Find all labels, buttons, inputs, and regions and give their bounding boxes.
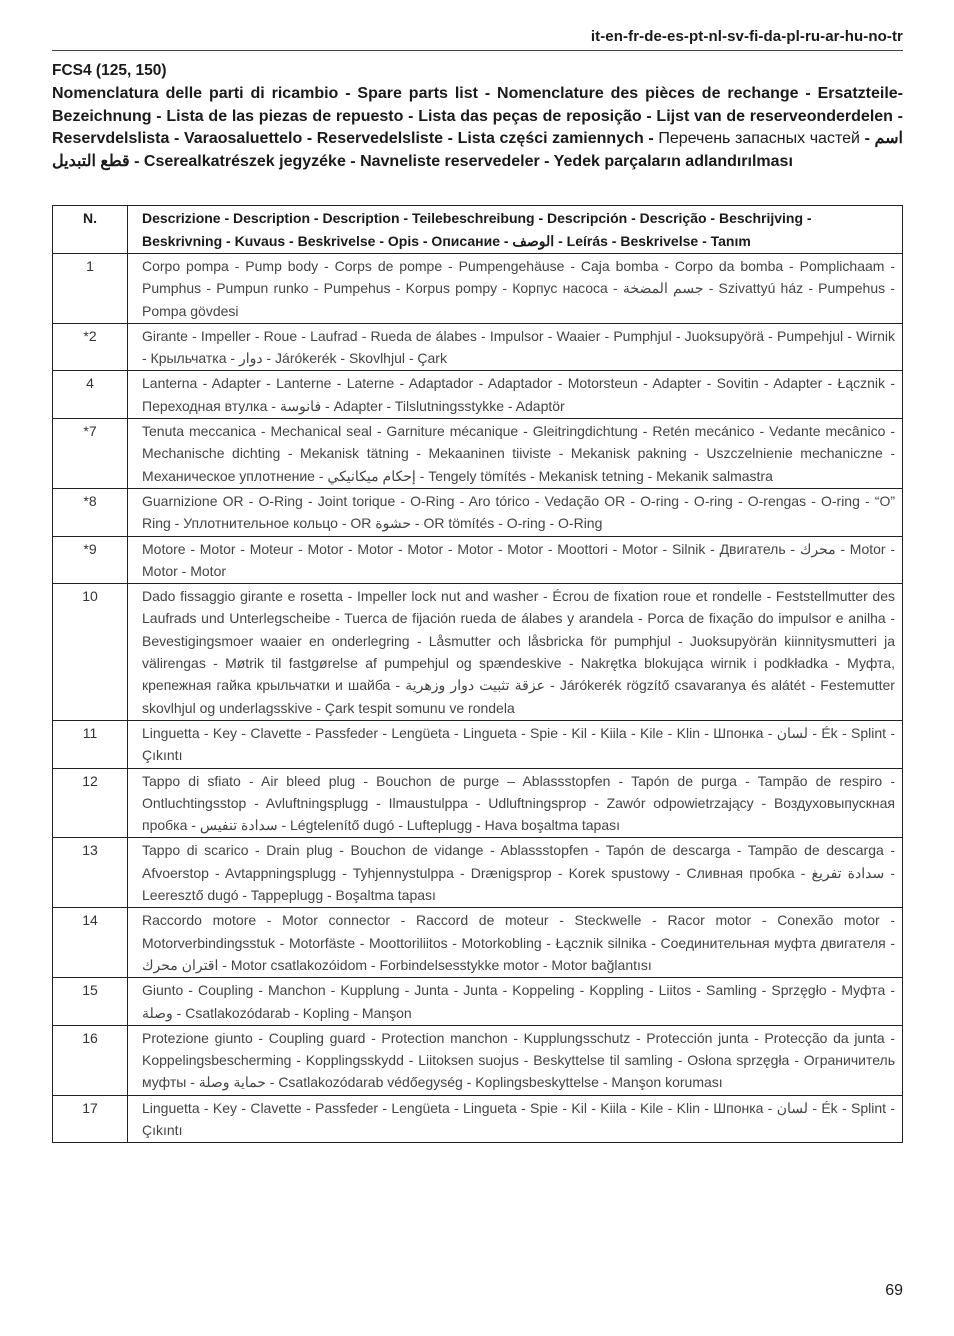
part-description: Tappo di scarico - Drain plug - Bouchon de vidange - Ablassstopfen - Tapón de descarga - Tampão de descarga - Afvoerstop - Avtappningsplugg - Tyhjennystulppa - Drænigsprop - Korek spustowy - Сливная пробка - سدادة تفريغ - Leeresztő dugó - Tappeplugg - Boşaltma tapası	[128, 838, 903, 908]
table-row	[53, 838, 903, 908]
part-description: Protezione giunto - Coupling guard - Protection manchon - Kupplungsschutz - Protección junta - Protecção da junta - Koppelingsbescherming - Kopplingsskydd - Liitoksen suojus - Beskyttelse til samling - Osłona sprzęgła - Ограничитель муфты - حماية وصلة - Csatlakozódarab védőegység - Koplingsbeskyttelse - Manşon koruması	[128, 1025, 903, 1095]
part-description: Linguetta - Key - Clavette - Passfeder - Lengüeta - Lingueta - Spie - Kil - Kiila - Kile - Klin - Шпонка - لسان - Ék - Splint - Çıkıntı	[128, 720, 903, 768]
table-row	[53, 908, 903, 978]
table-row	[53, 419, 903, 489]
part-number: 4	[53, 371, 128, 419]
part-description: Dado fissaggio girante e rosetta - Impeller lock nut and washer - Écrou de fixation roue et rondelle - Feststellmutter des Laufrads und Unterlegscheibe - Tuerca de fijación rueda de álabes y arandela - Porca de fixação do impulsor e anilha - Bevestigingsmoer waaier en onderlegring - Låsmutter och låsbricka för pumphjul - Juoksupyörän kiinnitysmutteri ja välirengas - Møtrik til fastgørelse af pumpehjul og spændeskive - Nakrętka blokująca wirnik i podkładka - Муфта, крепежная гайка крыльчатки и шайба - عزقة تثبيت دوار وزهرية - Járókerék rögzítő csavaranya és alátét - Festemutter skovlhjul og underlagsskive - Çark tespit somunu ve rondela	[128, 584, 903, 721]
table-row	[53, 584, 903, 721]
table-row	[53, 1025, 903, 1095]
part-number: *8	[53, 488, 128, 536]
header-divider	[52, 50, 903, 51]
part-number: 10	[53, 584, 128, 721]
header-description: Descrizione - Description - Description - Teilebeschreibung - Descripción - Descrição - Beschrijving - Beskrivning - Kuvaus - Beskrivelse - Opis - Описание - الوصف - Leírás - Beskrivelse - Tanım	[128, 206, 903, 254]
title-main: Nomenclatura delle parti di ricambio - Spare parts list - Nomenclature des pièces de rechange - Ersatzteile-Bezeichnung - Lista de las piezas de repuesto - Lista das peças de reposição - Lijst van de reserveonderdelen - Reservdelslista - Varaosaluettelo - Reservedelsliste - Lista części zamiennych -	[52, 85, 903, 148]
part-description: Raccordo motore - Motor connector - Raccord de moteur - Steckwelle - Racor motor - Conexão motor - Motorverbindingsstuk - Motorfäste - Moottoriliitos - Motorkobling - Łącznik silnika - Соединительная муфта двигателя - اقتران محرك - Motor csatlakozóidom - Forbindelsesstykke motor - Motor bağlantısı	[128, 908, 903, 978]
table-row	[53, 371, 903, 419]
part-description: Girante - Impeller - Roue - Laufrad - Rueda de álabes - Impulsor - Waaier - Pumphjul - Juoksupyörä - Pumpehjul - Wirnik - Крыльчатка - دوار - Járókerék - Skovlhjul - Çark	[128, 323, 903, 371]
part-number: 13	[53, 838, 128, 908]
table-row	[53, 254, 903, 324]
part-description: Lanterna - Adapter - Lanterne - Laterne - Adaptador - Adaptador - Motorsteun - Adapter - Sovitin - Adapter - Łącznik - Переходная втулка - فانوسة - Adapter - Tilslutningsstykke - Adaptör	[128, 371, 903, 419]
table-row	[53, 978, 903, 1026]
table-row	[53, 768, 903, 838]
part-number: 14	[53, 908, 128, 978]
title-tail: Cserealkatrészek jegyzéke - Navneliste reservedeler - Yedek parçaların adlandırılması	[143, 153, 793, 171]
part-description: Giunto - Coupling - Manchon - Kupplung - Junta - Junta - Koppeling - Koppling - Liitos - Samling - Sprzęgło - Муфта - وصلة - Csatlakozódarab - Kopling - Manşon	[128, 978, 903, 1026]
table-header-row	[53, 206, 903, 254]
table-row	[53, 323, 903, 371]
part-number: *7	[53, 419, 128, 489]
part-description: Motore - Motor - Moteur - Motor - Motor - Motor - Motor - Motor - Moottori - Motor - Silnik - Двигатель - محرك - Motor - Motor - Motor	[128, 536, 903, 584]
title-arabic: - اسم قطع التبديل -	[52, 130, 903, 171]
part-number: *9	[53, 536, 128, 584]
part-number: 12	[53, 768, 128, 838]
table-row	[53, 536, 903, 584]
part-number: *2	[53, 323, 128, 371]
part-description: Linguetta - Key - Clavette - Passfeder - Lengüeta - Lingueta - Spie - Kil - Kiila - Kile - Klin - Шпонка - لسان - Ék - Splint - Çıkıntı	[128, 1095, 903, 1143]
header-number: N.	[53, 206, 128, 254]
part-number: 16	[53, 1025, 128, 1095]
table-row	[53, 720, 903, 768]
spare-parts-table	[52, 205, 903, 1143]
part-description: Tenuta meccanica - Mechanical seal - Garniture mécanique - Gleitringdichtung - Retén mecánico - Vedante mecânico - Mechanische dichting - Mekanisk tätning - Mekaaninen tiiviste - Mekanisk pakning - Uszczelnienie mechaniczne - Механическое уплотнение - إحكام ميكانيكي - Tengely tömítés - Mekanisk tetning - Mekanik salmastra	[128, 419, 903, 489]
part-number: 1	[53, 254, 128, 324]
part-description: Guarnizione OR - O-Ring - Joint torique - O-Ring - Aro tórico - Vedação OR - O-ring - O-ring - O-rengas - O-ring - “O” Ring - Уплотнительное кольцо - OR حشوة - OR tömítés - O-ring - O-Ring	[128, 488, 903, 536]
table-row	[53, 488, 903, 536]
table-row	[53, 1095, 903, 1143]
page-number: 69	[885, 1282, 903, 1299]
part-description: Corpo pompa - Pump body - Corps de pompe - Pumpengehäuse - Caja bomba - Corpo da bomba - Pomplichaam - Pumphus - Pumpun runko - Pumpehus - Korpus pompy - Корпус насоса - جسم المضخة - Szivattyú ház - Pumpehus - Pompa gövdesi	[128, 254, 903, 324]
model-title: FCS4 (125, 150)	[52, 62, 167, 79]
title-russian: Перечень запасных частей	[658, 130, 860, 148]
part-number: 17	[53, 1095, 128, 1143]
part-number: 15	[53, 978, 128, 1026]
spare-parts-title	[52, 83, 903, 174]
part-description: Tappo di sfiato - Air bleed plug - Bouchon de purge – Ablassstopfen - Tapón de purga - Tampão de respiro - Ontluchtingsstop - Avluftningsplugg - Ilmaustulppa - Udluftningsprop - Zawór odpowietrzający - Воздуховыпускная пробка - سدادة تنفيس - Légtelenítő dugó - Lufteplugg - Hava boşaltma tapası	[128, 768, 903, 838]
part-number: 11	[53, 720, 128, 768]
language-codes-header: it-en-fr-de-es-pt-nl-sv-fi-da-pl-ru-ar-hu-no-tr	[590, 28, 903, 45]
